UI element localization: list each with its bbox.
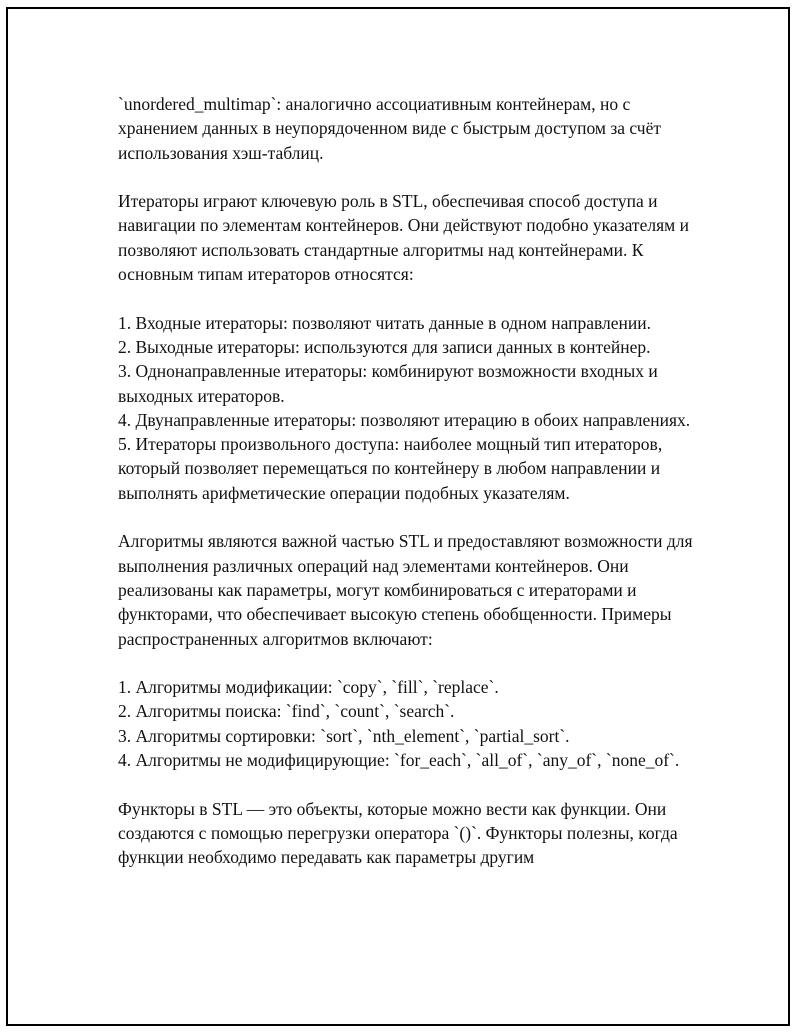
list-item: 5. Итераторы произвольного доступа: наиболее мощный тип итераторов, который позволяет перемещаться по контейнеру в любом направлении и выполнять арифметические операции подобных указателям. — [118, 434, 663, 503]
paragraph-iterators-intro: Итераторы играют ключевую роль в STL, обеспечивая способ доступа и навигации по элементам контейнеров. Они действуют подобно указателям и позволяют использовать стандартные алгоритмы над контейнерами. К основным типам итераторов относятся: — [118, 191, 689, 285]
algorithm-examples-list — [118, 675, 693, 772]
paragraph-unordered-multimap: `unordered_multimap`: аналогично ассоциативным контейнерам, но с хранением данных в неупорядоченном виде с быстрым доступом за счёт использования хэш-таблиц. — [118, 94, 662, 163]
list-item: 1. Входные итераторы: позволяют читать данные в одном направлении. — [118, 312, 651, 333]
paragraph-algorithms-intro: Алгоритмы являются важной частью STL и предоставляют возможности для выполнения различных операций над элементами контейнеров. Они реализованы как параметры, могут комбинироваться с итераторами и функторами, что обеспечивает высокую степень обобщенности. Примеры распространенных алгоритмов включают: — [118, 531, 693, 649]
paragraph-functors: Функторы в STL — это объекты, которые можно вести как функции. Они создаются с помощью перегрузки оператора `()`. Функторы полезны, когда функции необходимо передавать как параметры другим — [118, 798, 678, 868]
list-item: 2. Алгоритмы поиска: `find`, `count`, `search`. — [118, 701, 455, 722]
iterator-types-list — [118, 311, 693, 505]
list-item: 3. Алгоритмы сортировки: `sort`, `nth_element`, `partial_sort`. — [118, 725, 570, 746]
document-body — [118, 92, 693, 894]
list-item: 1. Алгоритмы модификации: `copy`, `fill`, `replace`. — [118, 677, 499, 698]
list-item: 3. Однонаправленные итераторы: комбинируют возможности входных и выходных итераторов. — [118, 361, 658, 406]
list-item: 2. Выходные итераторы: используются для записи данных в контейнер. — [118, 336, 651, 357]
list-item: 4. Алгоритмы не модифицирующие: `for_each`, `all_of`, `any_of`, `none_of`. — [118, 750, 680, 771]
list-item: 4. Двунаправленные итераторы: позволяют итерацию в обоих направлениях. — [118, 409, 691, 430]
